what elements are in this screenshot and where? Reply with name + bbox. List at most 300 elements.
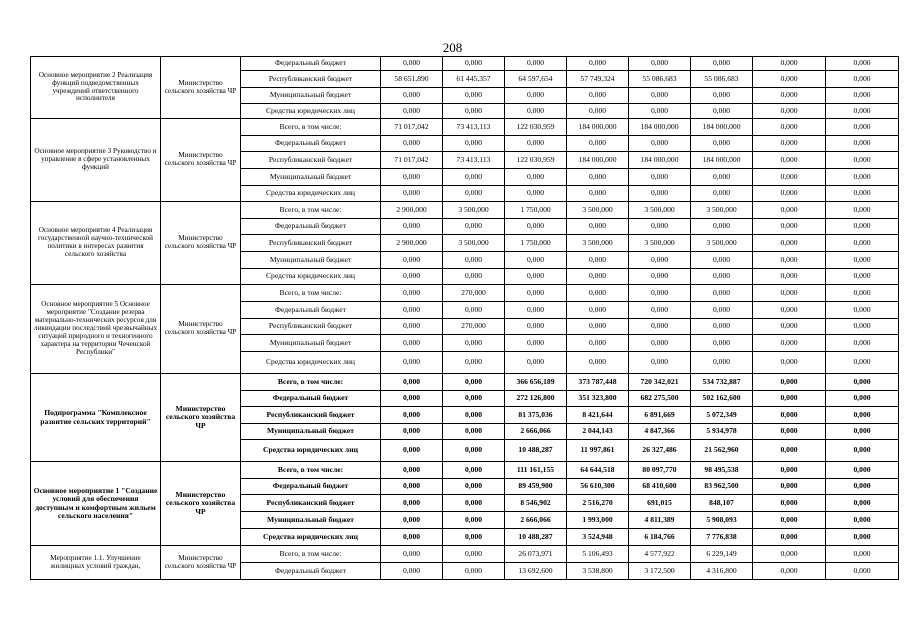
amount-cell: 0,000 — [753, 352, 826, 374]
amount-cell: 64 644,518 — [567, 462, 629, 479]
amount-cell: 272 126,800 — [505, 391, 567, 407]
amount-cell: 0,000 — [443, 302, 505, 319]
amount-cell: 0,000 — [826, 319, 899, 335]
amount-cell: 270,000 — [443, 319, 505, 335]
funding-source-cell: Средства юридических лиц — [241, 352, 381, 374]
amount-cell: 0,000 — [629, 136, 691, 152]
executor-cell: Министерство сельского хозяйства ЧР — [161, 374, 241, 462]
amount-cell: 0,000 — [381, 352, 443, 374]
amount-cell: 8 421,644 — [567, 407, 629, 424]
amount-cell: 0,000 — [443, 546, 505, 563]
funding-source-cell: Всего, в том числе: — [241, 285, 381, 302]
amount-cell: 0,000 — [443, 391, 505, 407]
amount-cell: 10 488,287 — [505, 529, 567, 546]
amount-cell: 0,000 — [753, 269, 826, 285]
amount-cell: 4 316,800 — [691, 563, 753, 580]
amount-cell: 0,000 — [753, 440, 826, 462]
funding-source-cell: Всего, в том числе: — [241, 546, 381, 563]
amount-cell: 6 891,669 — [629, 407, 691, 424]
amount-cell: 0,000 — [567, 186, 629, 202]
amount-cell: 0,000 — [826, 440, 899, 462]
amount-cell: 0,000 — [443, 529, 505, 546]
amount-cell: 0,000 — [691, 252, 753, 269]
executor-cell: Министерство сельского хозяйства ЧР — [161, 57, 241, 119]
amount-cell: 0,000 — [505, 169, 567, 186]
amount-cell: 0,000 — [381, 440, 443, 462]
amount-cell: 0,000 — [567, 335, 629, 352]
amount-cell: 0,000 — [691, 104, 753, 119]
executor-cell: Министерство сельского хозяйства ЧР — [161, 119, 241, 202]
amount-cell: 0,000 — [629, 219, 691, 235]
amount-cell: 73 413,113 — [443, 152, 505, 169]
amount-cell: 58 651,890 — [381, 71, 443, 88]
amount-cell: 68 410,600 — [629, 479, 691, 495]
amount-cell: 71 017,042 — [381, 119, 443, 136]
amount-cell: 13 692,600 — [505, 563, 567, 580]
amount-cell: 55 086,683 — [629, 71, 691, 88]
amount-cell: 111 161,155 — [505, 462, 567, 479]
amount-cell: 2 666,066 — [505, 424, 567, 440]
amount-cell: 55 086,683 — [691, 71, 753, 88]
amount-cell: 0,000 — [567, 219, 629, 235]
amount-cell: 184 000,000 — [567, 152, 629, 169]
amount-cell: 0,000 — [826, 479, 899, 495]
amount-cell: 0,000 — [826, 104, 899, 119]
amount-cell: 0,000 — [753, 88, 826, 104]
amount-cell: 3 500,000 — [629, 235, 691, 252]
funding-source-cell: Средства юридических лиц — [241, 269, 381, 285]
table-row — [31, 57, 899, 71]
amount-cell: 848,107 — [691, 495, 753, 512]
funding-source-cell: Всего, в том числе: — [241, 202, 381, 219]
budget-table — [30, 56, 899, 580]
funding-source-cell: Муниципальный бюджет — [241, 335, 381, 352]
amount-cell: 0,000 — [753, 152, 826, 169]
amount-cell: 0,000 — [826, 202, 899, 219]
amount-cell: 0,000 — [753, 285, 826, 302]
amount-cell: 0,000 — [381, 285, 443, 302]
amount-cell: 0,000 — [443, 169, 505, 186]
amount-cell: 2 516,270 — [567, 495, 629, 512]
amount-cell: 0,000 — [826, 495, 899, 512]
activity-title-cell: Основное мероприятие 1 "Создание условий для обеспечения доступным и комфортным жильем сельского населения" — [31, 462, 161, 546]
funding-source-cell: Республиканский бюджет — [241, 319, 381, 335]
amount-cell: 0,000 — [753, 391, 826, 407]
amount-cell: 3 538,800 — [567, 563, 629, 580]
amount-cell: 0,000 — [381, 495, 443, 512]
amount-cell: 0,000 — [443, 563, 505, 580]
funding-source-cell: Федеральный бюджет — [241, 302, 381, 319]
amount-cell: 11 997,861 — [567, 440, 629, 462]
amount-cell: 0,000 — [505, 285, 567, 302]
amount-cell: 0,000 — [826, 57, 899, 71]
amount-cell: 0,000 — [753, 374, 826, 391]
amount-cell: 0,000 — [629, 335, 691, 352]
amount-cell: 0,000 — [691, 302, 753, 319]
amount-cell: 0,000 — [567, 252, 629, 269]
amount-cell: 0,000 — [753, 407, 826, 424]
amount-cell: 89 459,900 — [505, 479, 567, 495]
amount-cell: 0,000 — [826, 546, 899, 563]
amount-cell: 0,000 — [567, 269, 629, 285]
amount-cell: 0,000 — [505, 136, 567, 152]
amount-cell: 0,000 — [691, 57, 753, 71]
amount-cell: 3 500,000 — [443, 202, 505, 219]
amount-cell: 3 500,000 — [567, 235, 629, 252]
amount-cell: 0,000 — [691, 285, 753, 302]
amount-cell: 0,000 — [691, 88, 753, 104]
amount-cell: 0,000 — [443, 136, 505, 152]
amount-cell: 0,000 — [629, 269, 691, 285]
amount-cell: 1 750,000 — [505, 202, 567, 219]
amount-cell: 0,000 — [505, 57, 567, 71]
amount-cell: 0,000 — [505, 104, 567, 119]
amount-cell: 502 162,600 — [691, 391, 753, 407]
amount-cell: 3 500,000 — [443, 235, 505, 252]
amount-cell: 0,000 — [443, 252, 505, 269]
executor-cell: Министерство сельского хозяйства ЧР — [161, 202, 241, 285]
amount-cell: 0,000 — [443, 495, 505, 512]
amount-cell: 0,000 — [629, 57, 691, 71]
amount-cell: 0,000 — [826, 391, 899, 407]
amount-cell: 0,000 — [443, 57, 505, 71]
amount-cell: 0,000 — [567, 285, 629, 302]
amount-cell: 0,000 — [826, 235, 899, 252]
amount-cell: 0,000 — [753, 512, 826, 529]
amount-cell: 0,000 — [753, 563, 826, 580]
amount-cell: 691,015 — [629, 495, 691, 512]
amount-cell: 83 962,500 — [691, 479, 753, 495]
amount-cell: 0,000 — [753, 186, 826, 202]
amount-cell: 0,000 — [381, 512, 443, 529]
funding-source-cell: Всего, в том числе: — [241, 119, 381, 136]
amount-cell: 0,000 — [443, 462, 505, 479]
amount-cell: 0,000 — [567, 319, 629, 335]
funding-source-cell: Федеральный бюджет — [241, 479, 381, 495]
funding-source-cell: Федеральный бюджет — [241, 136, 381, 152]
funding-source-cell: Муниципальный бюджет — [241, 512, 381, 529]
amount-cell: 184 000,000 — [691, 152, 753, 169]
amount-cell: 0,000 — [381, 529, 443, 546]
amount-cell: 184 000,000 — [629, 119, 691, 136]
amount-cell: 0,000 — [753, 219, 826, 235]
amount-cell: 3 500,000 — [691, 202, 753, 219]
amount-cell: 0,000 — [753, 136, 826, 152]
amount-cell: 61 445,357 — [443, 71, 505, 88]
amount-cell: 0,000 — [753, 119, 826, 136]
amount-cell: 80 097,770 — [629, 462, 691, 479]
funding-source-cell: Республиканский бюджет — [241, 235, 381, 252]
amount-cell: 0,000 — [753, 529, 826, 546]
amount-cell: 0,000 — [443, 512, 505, 529]
amount-cell: 0,000 — [381, 462, 443, 479]
amount-cell: 0,000 — [826, 219, 899, 235]
amount-cell: 534 732,887 — [691, 374, 753, 391]
amount-cell: 0,000 — [753, 462, 826, 479]
table-row — [31, 285, 899, 302]
funding-source-cell: Федеральный бюджет — [241, 57, 381, 71]
amount-cell: 0,000 — [443, 352, 505, 374]
amount-cell: 0,000 — [691, 335, 753, 352]
amount-cell: 0,000 — [629, 186, 691, 202]
amount-cell: 0,000 — [629, 104, 691, 119]
amount-cell: 0,000 — [629, 252, 691, 269]
funding-source-cell: Муниципальный бюджет — [241, 88, 381, 104]
amount-cell: 1 750,000 — [505, 235, 567, 252]
amount-cell: 0,000 — [443, 219, 505, 235]
funding-source-cell: Республиканский бюджет — [241, 152, 381, 169]
activity-title-cell: Основное мероприятие 4 Реализация государственной научно-технической политики в интересах развития сельского хозяйства — [31, 202, 161, 285]
amount-cell: 0,000 — [443, 88, 505, 104]
amount-cell: 3 500,000 — [691, 235, 753, 252]
amount-cell: 0,000 — [443, 440, 505, 462]
amount-cell: 56 610,300 — [567, 479, 629, 495]
funding-source-cell: Муниципальный бюджет — [241, 424, 381, 440]
amount-cell: 0,000 — [381, 374, 443, 391]
amount-cell: 0,000 — [691, 352, 753, 374]
amount-cell: 184 000,000 — [567, 119, 629, 136]
amount-cell: 0,000 — [753, 335, 826, 352]
amount-cell: 21 562,960 — [691, 440, 753, 462]
activity-title-cell: Основное мероприятие 5 Основное мероприятие "Создание резерва материально-технических ресурсов для ликвидации последствий чрезвычайных ситуаций природного и техногенного характера на территории Чеченской Республики" — [31, 285, 161, 374]
amount-cell: 0,000 — [381, 546, 443, 563]
amount-cell: 0,000 — [753, 495, 826, 512]
funding-source-cell: Средства юридических лиц — [241, 529, 381, 546]
amount-cell: 81 375,036 — [505, 407, 567, 424]
table-row — [31, 462, 899, 479]
amount-cell: 0,000 — [826, 285, 899, 302]
amount-cell: 0,000 — [443, 407, 505, 424]
amount-cell: 0,000 — [505, 186, 567, 202]
table-row — [31, 374, 899, 391]
amount-cell: 0,000 — [691, 186, 753, 202]
amount-cell: 0,000 — [629, 319, 691, 335]
amount-cell: 0,000 — [381, 319, 443, 335]
executor-cell: Министерство сельского хозяйства ЧР — [161, 462, 241, 546]
amount-cell: 10 488,287 — [505, 440, 567, 462]
amount-cell: 0,000 — [443, 374, 505, 391]
amount-cell: 0,000 — [691, 269, 753, 285]
amount-cell: 4 847,366 — [629, 424, 691, 440]
amount-cell: 0,000 — [826, 302, 899, 319]
amount-cell: 184 000,000 — [691, 119, 753, 136]
amount-cell: 0,000 — [443, 424, 505, 440]
amount-cell: 5 106,493 — [567, 546, 629, 563]
amount-cell: 6 184,766 — [629, 529, 691, 546]
amount-cell: 0,000 — [381, 424, 443, 440]
funding-source-cell: Муниципальный бюджет — [241, 169, 381, 186]
amount-cell: 26 327,486 — [629, 440, 691, 462]
amount-cell: 8 546,902 — [505, 495, 567, 512]
amount-cell: 682 275,500 — [629, 391, 691, 407]
amount-cell: 0,000 — [567, 57, 629, 71]
amount-cell: 0,000 — [567, 352, 629, 374]
amount-cell: 0,000 — [505, 335, 567, 352]
executor-cell: Министерство сельского хозяйства ЧР — [161, 546, 241, 580]
amount-cell: 0,000 — [753, 71, 826, 88]
amount-cell: 0,000 — [505, 352, 567, 374]
amount-cell: 0,000 — [381, 88, 443, 104]
executor-cell: Министерство сельского хозяйства ЧР — [161, 285, 241, 374]
amount-cell: 6 229,149 — [691, 546, 753, 563]
activity-title-cell: Мероприятие 1.1. Улучшение жилищных условий граждан, — [31, 546, 161, 580]
amount-cell: 0,000 — [505, 252, 567, 269]
amount-cell: 0,000 — [381, 252, 443, 269]
amount-cell: 0,000 — [826, 374, 899, 391]
amount-cell: 0,000 — [826, 529, 899, 546]
table-row — [31, 546, 899, 563]
amount-cell: 0,000 — [826, 335, 899, 352]
amount-cell: 0,000 — [629, 88, 691, 104]
amount-cell: 0,000 — [826, 352, 899, 374]
amount-cell: 0,000 — [505, 302, 567, 319]
amount-cell: 2 900,000 — [381, 202, 443, 219]
amount-cell: 0,000 — [753, 546, 826, 563]
amount-cell: 0,000 — [691, 169, 753, 186]
amount-cell: 0,000 — [381, 186, 443, 202]
amount-cell: 64 597,654 — [505, 71, 567, 88]
funding-source-cell: Республиканский бюджет — [241, 71, 381, 88]
amount-cell: 0,000 — [381, 479, 443, 495]
funding-source-cell: Средства юридических лиц — [241, 440, 381, 462]
amount-cell: 0,000 — [443, 335, 505, 352]
amount-cell: 0,000 — [826, 462, 899, 479]
amount-cell: 0,000 — [826, 407, 899, 424]
amount-cell: 0,000 — [753, 319, 826, 335]
amount-cell: 0,000 — [505, 269, 567, 285]
amount-cell: 0,000 — [629, 302, 691, 319]
amount-cell: 0,000 — [826, 269, 899, 285]
amount-cell: 0,000 — [691, 319, 753, 335]
amount-cell: 4 577,922 — [629, 546, 691, 563]
funding-source-cell: Средства юридических лиц — [241, 186, 381, 202]
amount-cell: 0,000 — [753, 57, 826, 71]
amount-cell: 0,000 — [567, 104, 629, 119]
amount-cell: 0,000 — [826, 252, 899, 269]
amount-cell: 184 000,000 — [629, 152, 691, 169]
amount-cell: 0,000 — [567, 169, 629, 186]
amount-cell: 7 776,838 — [691, 529, 753, 546]
amount-cell: 0,000 — [567, 302, 629, 319]
amount-cell: 3 524,948 — [567, 529, 629, 546]
amount-cell: 0,000 — [443, 104, 505, 119]
amount-cell: 0,000 — [381, 136, 443, 152]
amount-cell: 0,000 — [753, 104, 826, 119]
amount-cell: 5 072,349 — [691, 407, 753, 424]
amount-cell: 0,000 — [381, 219, 443, 235]
amount-cell: 0,000 — [505, 219, 567, 235]
amount-cell: 0,000 — [826, 512, 899, 529]
amount-cell: 0,000 — [567, 136, 629, 152]
activity-title-cell: Подпрограмма "Комплексное развитие сельских территорий" — [31, 374, 161, 462]
amount-cell: 0,000 — [629, 285, 691, 302]
amount-cell: 373 787,448 — [567, 374, 629, 391]
amount-cell: 0,000 — [753, 202, 826, 219]
amount-cell: 71 017,042 — [381, 152, 443, 169]
funding-source-cell: Федеральный бюджет — [241, 391, 381, 407]
amount-cell: 0,000 — [381, 57, 443, 71]
amount-cell: 122 030,959 — [505, 152, 567, 169]
amount-cell: 0,000 — [753, 235, 826, 252]
amount-cell: 3 500,000 — [629, 202, 691, 219]
amount-cell: 0,000 — [443, 186, 505, 202]
amount-cell: 0,000 — [826, 136, 899, 152]
amount-cell: 0,000 — [753, 169, 826, 186]
amount-cell: 57 749,324 — [567, 71, 629, 88]
amount-cell: 0,000 — [826, 424, 899, 440]
amount-cell: 0,000 — [826, 563, 899, 580]
amount-cell: 0,000 — [826, 169, 899, 186]
amount-cell: 0,000 — [826, 152, 899, 169]
funding-source-cell: Республиканский бюджет — [241, 495, 381, 512]
amount-cell: 73 413,113 — [443, 119, 505, 136]
amount-cell: 0,000 — [381, 302, 443, 319]
amount-cell: 2 666,066 — [505, 512, 567, 529]
page-number: 208 — [442, 40, 463, 55]
amount-cell: 5 934,978 — [691, 424, 753, 440]
funding-source-cell: Всего, в том числе: — [241, 374, 381, 391]
amount-cell: 0,000 — [826, 119, 899, 136]
funding-source-cell: Всего, в том числе: — [241, 462, 381, 479]
amount-cell: 0,000 — [629, 169, 691, 186]
amount-cell: 2 044,143 — [567, 424, 629, 440]
amount-cell: 366 656,189 — [505, 374, 567, 391]
amount-cell: 0,000 — [753, 302, 826, 319]
amount-cell: 5 908,093 — [691, 512, 753, 529]
amount-cell: 351 323,800 — [567, 391, 629, 407]
amount-cell: 270,000 — [443, 285, 505, 302]
amount-cell: 0,000 — [381, 169, 443, 186]
amount-cell: 2 900,000 — [381, 235, 443, 252]
funding-source-cell: Федеральный бюджет — [241, 219, 381, 235]
amount-cell: 0,000 — [753, 479, 826, 495]
amount-cell: 0,000 — [691, 219, 753, 235]
amount-cell: 0,000 — [629, 352, 691, 374]
amount-cell: 0,000 — [567, 88, 629, 104]
amount-cell: 0,000 — [826, 88, 899, 104]
amount-cell: 0,000 — [826, 186, 899, 202]
amount-cell: 0,000 — [826, 71, 899, 88]
amount-cell: 4 811,389 — [629, 512, 691, 529]
amount-cell: 98 495,538 — [691, 462, 753, 479]
amount-cell: 0,000 — [381, 269, 443, 285]
amount-cell: 0,000 — [381, 104, 443, 119]
funding-source-cell: Муниципальный бюджет — [241, 252, 381, 269]
amount-cell: 0,000 — [505, 88, 567, 104]
funding-source-cell: Средства юридических лиц — [241, 104, 381, 119]
amount-cell: 0,000 — [381, 335, 443, 352]
amount-cell: 1 993,000 — [567, 512, 629, 529]
amount-cell: 122 030,959 — [505, 119, 567, 136]
amount-cell: 3 172,500 — [629, 563, 691, 580]
amount-cell: 0,000 — [691, 136, 753, 152]
amount-cell: 3 500,000 — [567, 202, 629, 219]
amount-cell: 0,000 — [381, 563, 443, 580]
table-row — [31, 119, 899, 136]
amount-cell: 720 342,021 — [629, 374, 691, 391]
amount-cell: 0,000 — [505, 319, 567, 335]
activity-title-cell: Основное мероприятие 3 Руководство и управление в сфере установленных функций — [31, 119, 161, 202]
funding-source-cell: Республиканский бюджет — [241, 407, 381, 424]
funding-source-cell: Федеральный бюджет — [241, 563, 381, 580]
table-row — [31, 202, 899, 219]
amount-cell: 0,000 — [753, 252, 826, 269]
amount-cell: 0,000 — [381, 391, 443, 407]
amount-cell: 0,000 — [381, 407, 443, 424]
amount-cell: 0,000 — [753, 424, 826, 440]
amount-cell: 0,000 — [443, 479, 505, 495]
amount-cell: 26 073,971 — [505, 546, 567, 563]
